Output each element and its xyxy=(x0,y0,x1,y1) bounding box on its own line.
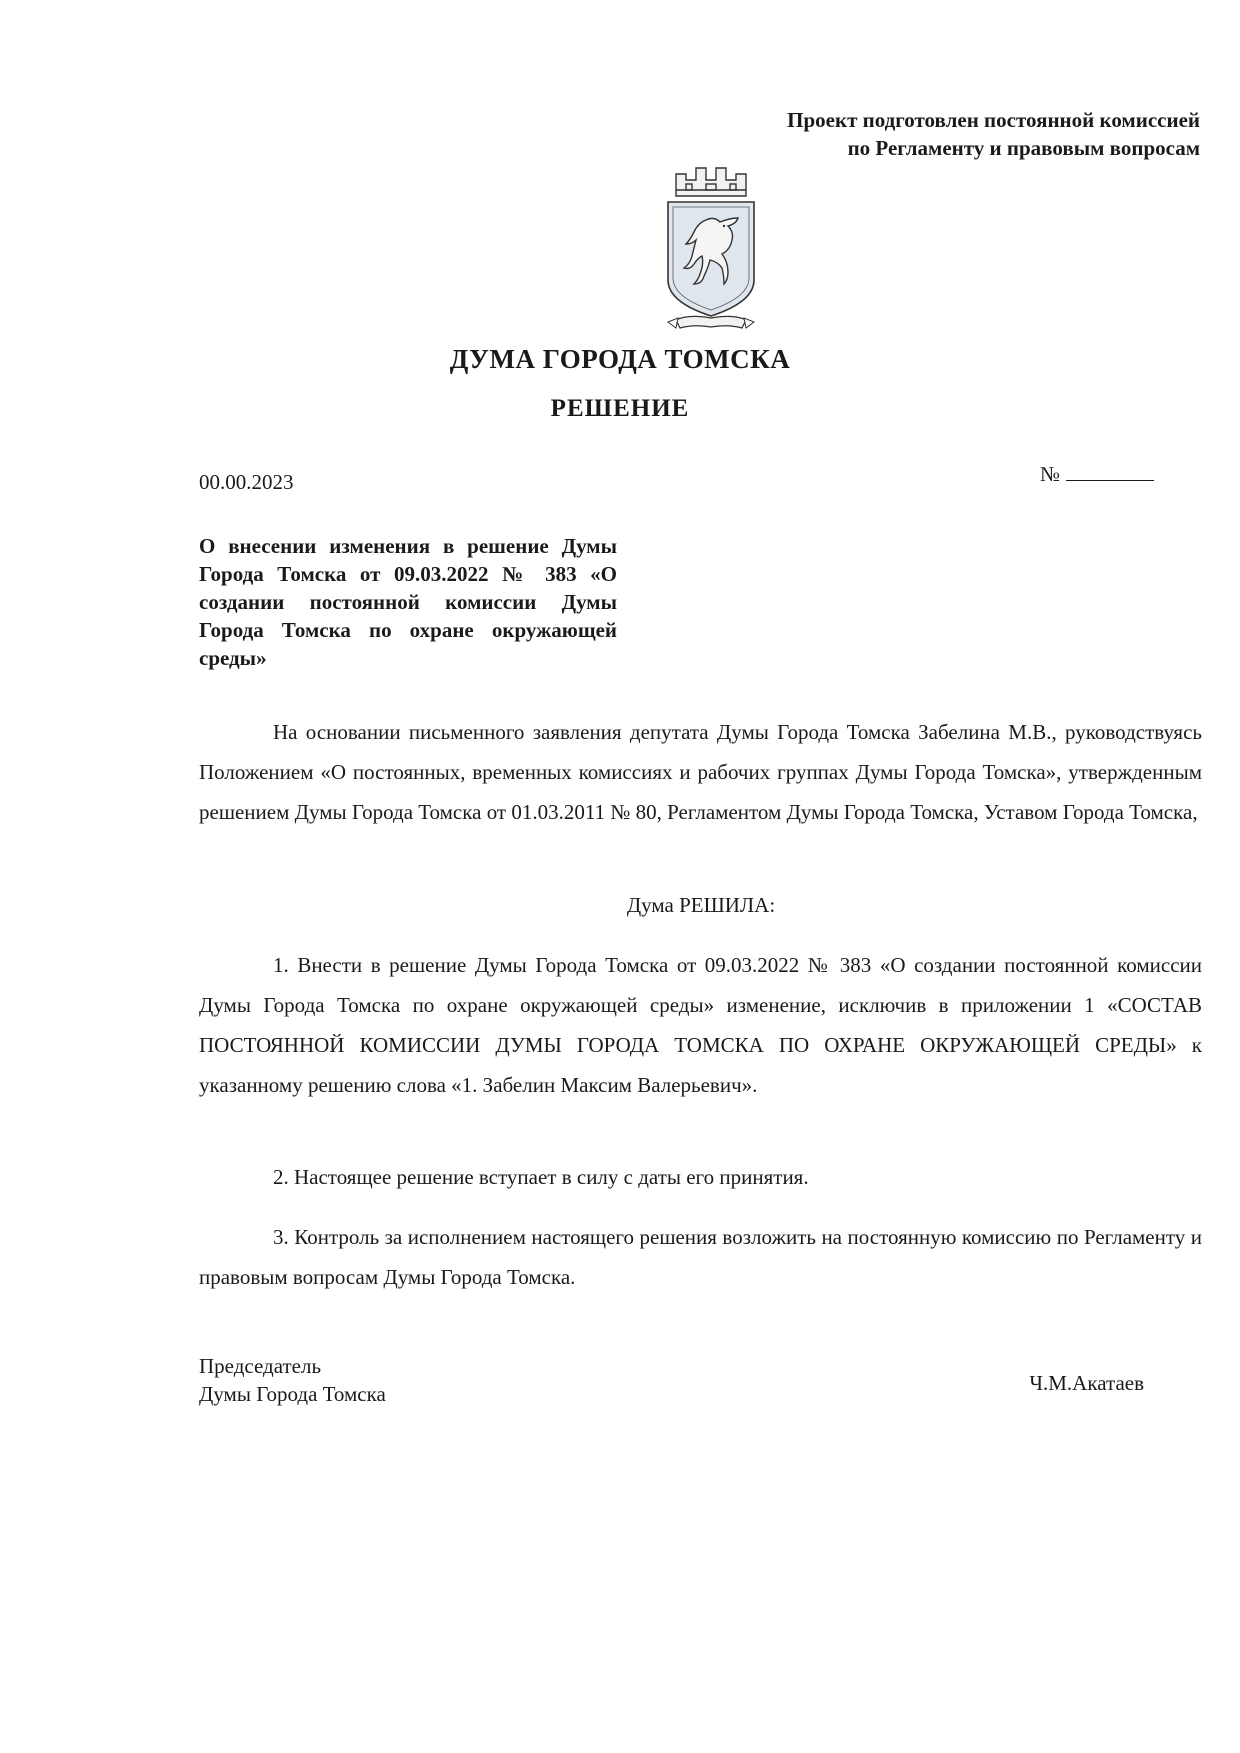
document-number xyxy=(1040,462,1154,487)
paragraph-item-2: 2. Настоящее решение вступает в силу с даты его принятия. xyxy=(273,1165,809,1189)
tomsk-coat-of-arms-icon xyxy=(658,160,764,336)
header-note-line-1: Проект подготовлен постоянной комиссией xyxy=(787,108,1200,132)
signatory-name: Ч.М.Акатаев xyxy=(1029,1371,1144,1395)
paragraph-intro: На основании письменного заявления депутата Думы Города Томска Забелина М.В., руководствуясь Положением «О постоянных, временных комиссиях и рабочих группах Думы Города Томска», утвержденным решением Думы Города Томска от 01.03.2011 № 80, Регламентом Думы Города Томска, Уставом Города Томска, xyxy=(199,720,1202,824)
document-date: 00.00.2023 xyxy=(199,470,294,494)
signatory-position-line-1: Председатель xyxy=(199,1354,322,1378)
resolved-heading: Дума РЕШИЛА: xyxy=(626,893,776,917)
organization-title: ДУМА ГОРОДА ТОМСКА xyxy=(449,344,791,374)
document-type: РЕШЕНИЕ xyxy=(550,395,690,422)
header-note-line-2: по Регламенту и правовым вопросам xyxy=(847,136,1200,160)
signatory-position xyxy=(199,1352,386,1408)
document-number-blank xyxy=(1066,462,1154,481)
paragraph-item-1: 1. Внести в решение Думы Города Томска от 09.03.2022 № 383 «О создании постоянной комиссии Думы Города Томска по охране окружающей среды» изменение, исключив в приложении 1 «СОСТАВ ПОСТОЯННОЙ КОМИССИИ ДУМЫ ГОРОДА ТОМСКА ПО ОХРАНЕ ОКРУЖАЮЩЕЙ СРЕДЫ» к указанному решению слова «1. Забелин Максим Валерьевич». xyxy=(199,953,1202,1097)
paragraph-item-3: 3. Контроль за исполнением настоящего решения возложить на постоянную комиссию по Регламенту и правовым вопросам Думы Города Томска. xyxy=(199,1225,1202,1289)
header-note xyxy=(787,106,1200,162)
document-subject: О внесении изменения в решение Думы Города Томска от 09.03.2022 № 383 «О создании постоянной комиссии Думы Города Томска по охране окружающей среды» xyxy=(199,534,617,670)
document-number-label: № xyxy=(1039,462,1060,486)
signatory-position-line-2: Думы Города Томска xyxy=(199,1382,386,1406)
